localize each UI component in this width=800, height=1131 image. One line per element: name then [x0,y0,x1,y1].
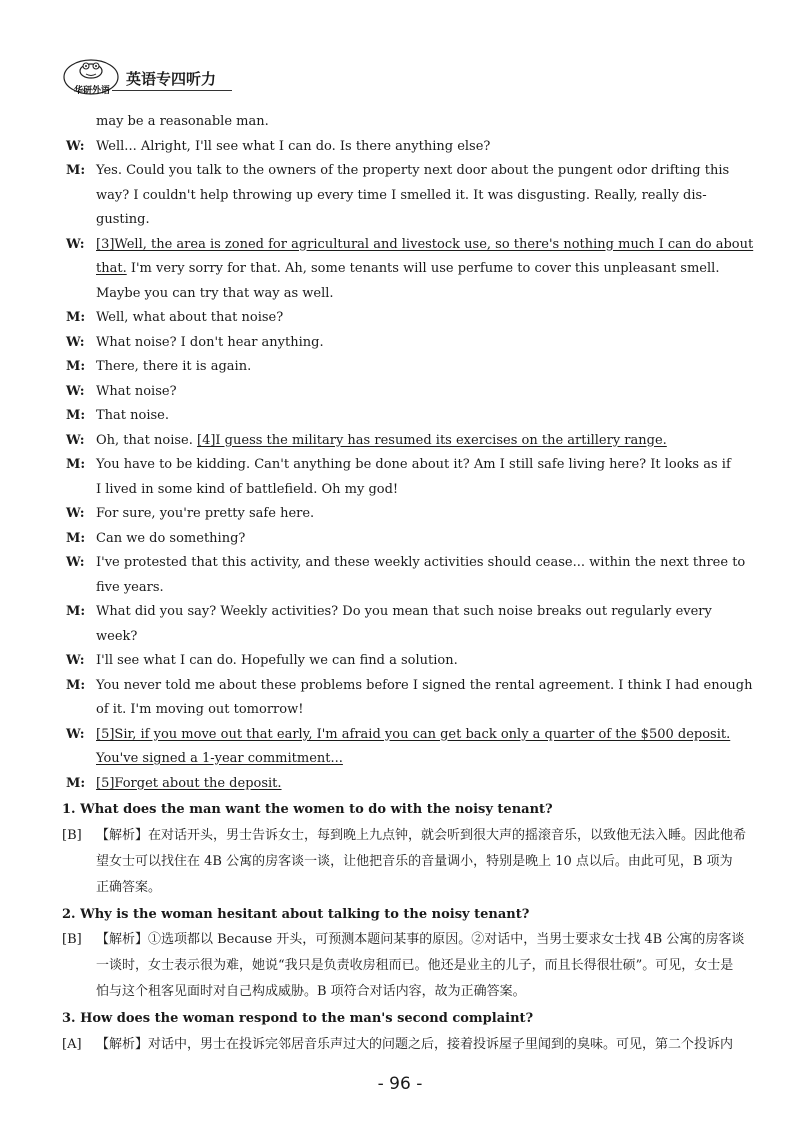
dialogue-text: Yes. Could you talk to the owners of the property next door about the pungent odor drifting this [96,163,730,178]
underlined-key-text: [4]I guess the military has resumed its exercises on the artillery range. [197,432,667,448]
explanation-line: 怕与这个租客见面时对自己构成威胁。B 项符合对话内容，故为正确答案。 [96,984,526,999]
speaker-label: W: [66,432,85,448]
answer-explanation [62,1032,762,1058]
dialogue-line [62,723,762,748]
dialogue-line [62,184,762,209]
dialogue-text: You have to be kidding. Can't anything be done about it? Am I still safe living here? It looks as if [96,457,731,472]
dialogue-line [62,208,762,233]
dialogue-text: For sure, you're pretty safe here. [96,506,315,521]
question-heading: 3. How does the woman respond to the man's second complaint? [62,1011,534,1026]
dialogue-line [62,380,762,405]
dialogue-line [62,404,762,429]
speaker-label: W: [66,506,85,521]
speaker-label: M: [66,677,86,693]
dialogue-text: Oh, that noise. [96,432,197,448]
question-heading: 1. What does the man want the women to do with the noisy tenant? [62,802,553,817]
dialogue-text: I'll see what I can do. Hopefully we can find a solution. [96,653,458,668]
speaker-label: W: [66,334,85,350]
speaker-label: W: [66,653,85,668]
dialogue-line [62,110,762,135]
dialogue-line [62,355,762,380]
dialogue-line [62,576,762,601]
dialogue-line [62,674,762,699]
dialogue-line [62,772,762,797]
dialogue-line [62,135,762,160]
speaker-label: M: [66,310,86,325]
dialogue-line [62,453,762,478]
explanation-line: 【解析】对话中，男士在投诉完邻居音乐声过大的问题之后，接着投诉屋子里闻到的臭味。可见，第二个投诉内 [96,1036,734,1052]
dialogue-text: What did you say? Weekly activities? Do you mean that such noise breaks out regularly every [96,604,712,619]
dialogue-text: I've protested that this activity, and these weekly activities should cease... within the next three to [96,555,746,570]
dialogue-line [62,502,762,527]
dialogue-text: You've signed a 1-year commitment... [96,751,343,766]
explanation-line: 望女士可以找住在 4B 公寓的房客谈一谈，让他把音乐的音量调小，特别是晚上 10 点以后。由此可见，B 项为 [96,853,733,869]
dialogue-text: Maybe you can try that way as well. [96,285,334,301]
page-body [62,110,762,1058]
dialogue-text: Can we do something? [96,530,246,546]
dialogue-line [62,478,762,503]
dialogue-line [62,649,762,674]
dialogue-text: What noise? [96,383,177,399]
speaker-label: M: [66,408,86,423]
dialogue-line [62,747,762,772]
page-header [62,56,262,98]
dialogue-text: You never told me about these problems before I signed the rental agreement. I think I had enough [96,677,753,693]
dialogue-transcript [62,110,762,796]
dialogue-text: may be a reasonable man. [96,114,269,129]
dialogue-text: week? [96,628,138,644]
dialogue-line [62,257,762,282]
dialogue-text: five years. [96,579,164,595]
explanation-line: 正确答案。 [96,879,162,895]
dialogue-line [62,600,762,625]
dialogue-text: There, there it is again. [96,359,252,374]
dialogue-text: That noise. [96,408,170,423]
answer-explanation [62,823,762,901]
answer-tag: [A] [62,1036,82,1052]
header-divider [112,90,232,91]
dialogue-line [62,159,762,184]
dialogue-text: [5]Forget about the deposit. [96,775,282,791]
answer-explanation [62,927,762,1005]
speaker-label: M: [66,457,86,472]
dialogue-text: of it. I'm moving out tomorrow! [96,702,304,717]
speaker-label: W: [66,383,85,399]
book-title: 英语专四听力 [126,70,217,88]
page-number: - 96 - [377,1074,423,1094]
dialogue-line [62,551,762,576]
dialogue-line [62,331,762,356]
dialogue-text: Well... Alright, I'll see what I can do. Is there anything else? [96,138,491,154]
logo-text: 华研外语 [73,86,110,96]
explanation-line: 【解析】①选项都以 Because 开头，可预测本题问某事的原因。②对话中，当男士要求女士找 4B 公寓的房客谈 [96,932,745,947]
dialogue-text: [5]Sir, if you move out that early, I'm afraid you can get back only a quarter of the $500 deposit. [96,726,731,742]
dialogue-text: gusting. [96,212,150,227]
dialogue-text: I'm very sorry for that. Ah, some tenants will use perfume to cover this unpleasant smell. [126,261,720,276]
speaker-label: W: [66,726,85,742]
speaker-label: W: [66,138,85,154]
dialogue-line [62,282,762,307]
dialogue-text: I lived in some kind of battlefield. Oh my god! [96,481,399,497]
speaker-label: M: [66,775,86,791]
dialogue-line [62,625,762,650]
question-heading: 2. Why is the woman hesitant about talking to the noisy tenant? [62,906,530,922]
speaker-label: M: [66,163,86,178]
speaker-label: M: [66,530,86,546]
underlined-key-text: that. [96,261,127,276]
dialogue-line [62,698,762,723]
explanation-line: 【解析】在对话开头，男士告诉女士，每到晚上九点钟，就会听到很大声的摇滚音乐，以致他无法入睡。因此他希 [96,827,747,843]
dialogue-line [62,306,762,331]
answer-tag: [B] [62,827,82,843]
speaker-label: W: [66,236,85,252]
dialogue-line [62,527,762,552]
question-list [62,798,762,1058]
explanation-line: 一谈时，女士表示很为难，她说“我只是负责收房租而已。他还是业主的儿子，而且长得很壮硕”。可见，女士是 [96,958,734,973]
dialogue-line [62,233,762,258]
dialogue-text: [3]Well, the area is zoned for agricultural and livestock use, so there's nothing much I can do about [96,236,754,252]
dialogue-text: way? I couldn't help throwing up every time I smelled it. It was disgusting. Really, really dis- [96,187,707,203]
speaker-label: M: [66,359,86,374]
speaker-label: M: [66,604,86,619]
answer-tag: [B] [62,932,82,947]
dialogue-text: What noise? I don't hear anything. [96,334,324,350]
dialogue-text: Well, what about that noise? [96,310,284,325]
speaker-label: W: [66,555,85,570]
dialogue-line [62,429,762,454]
